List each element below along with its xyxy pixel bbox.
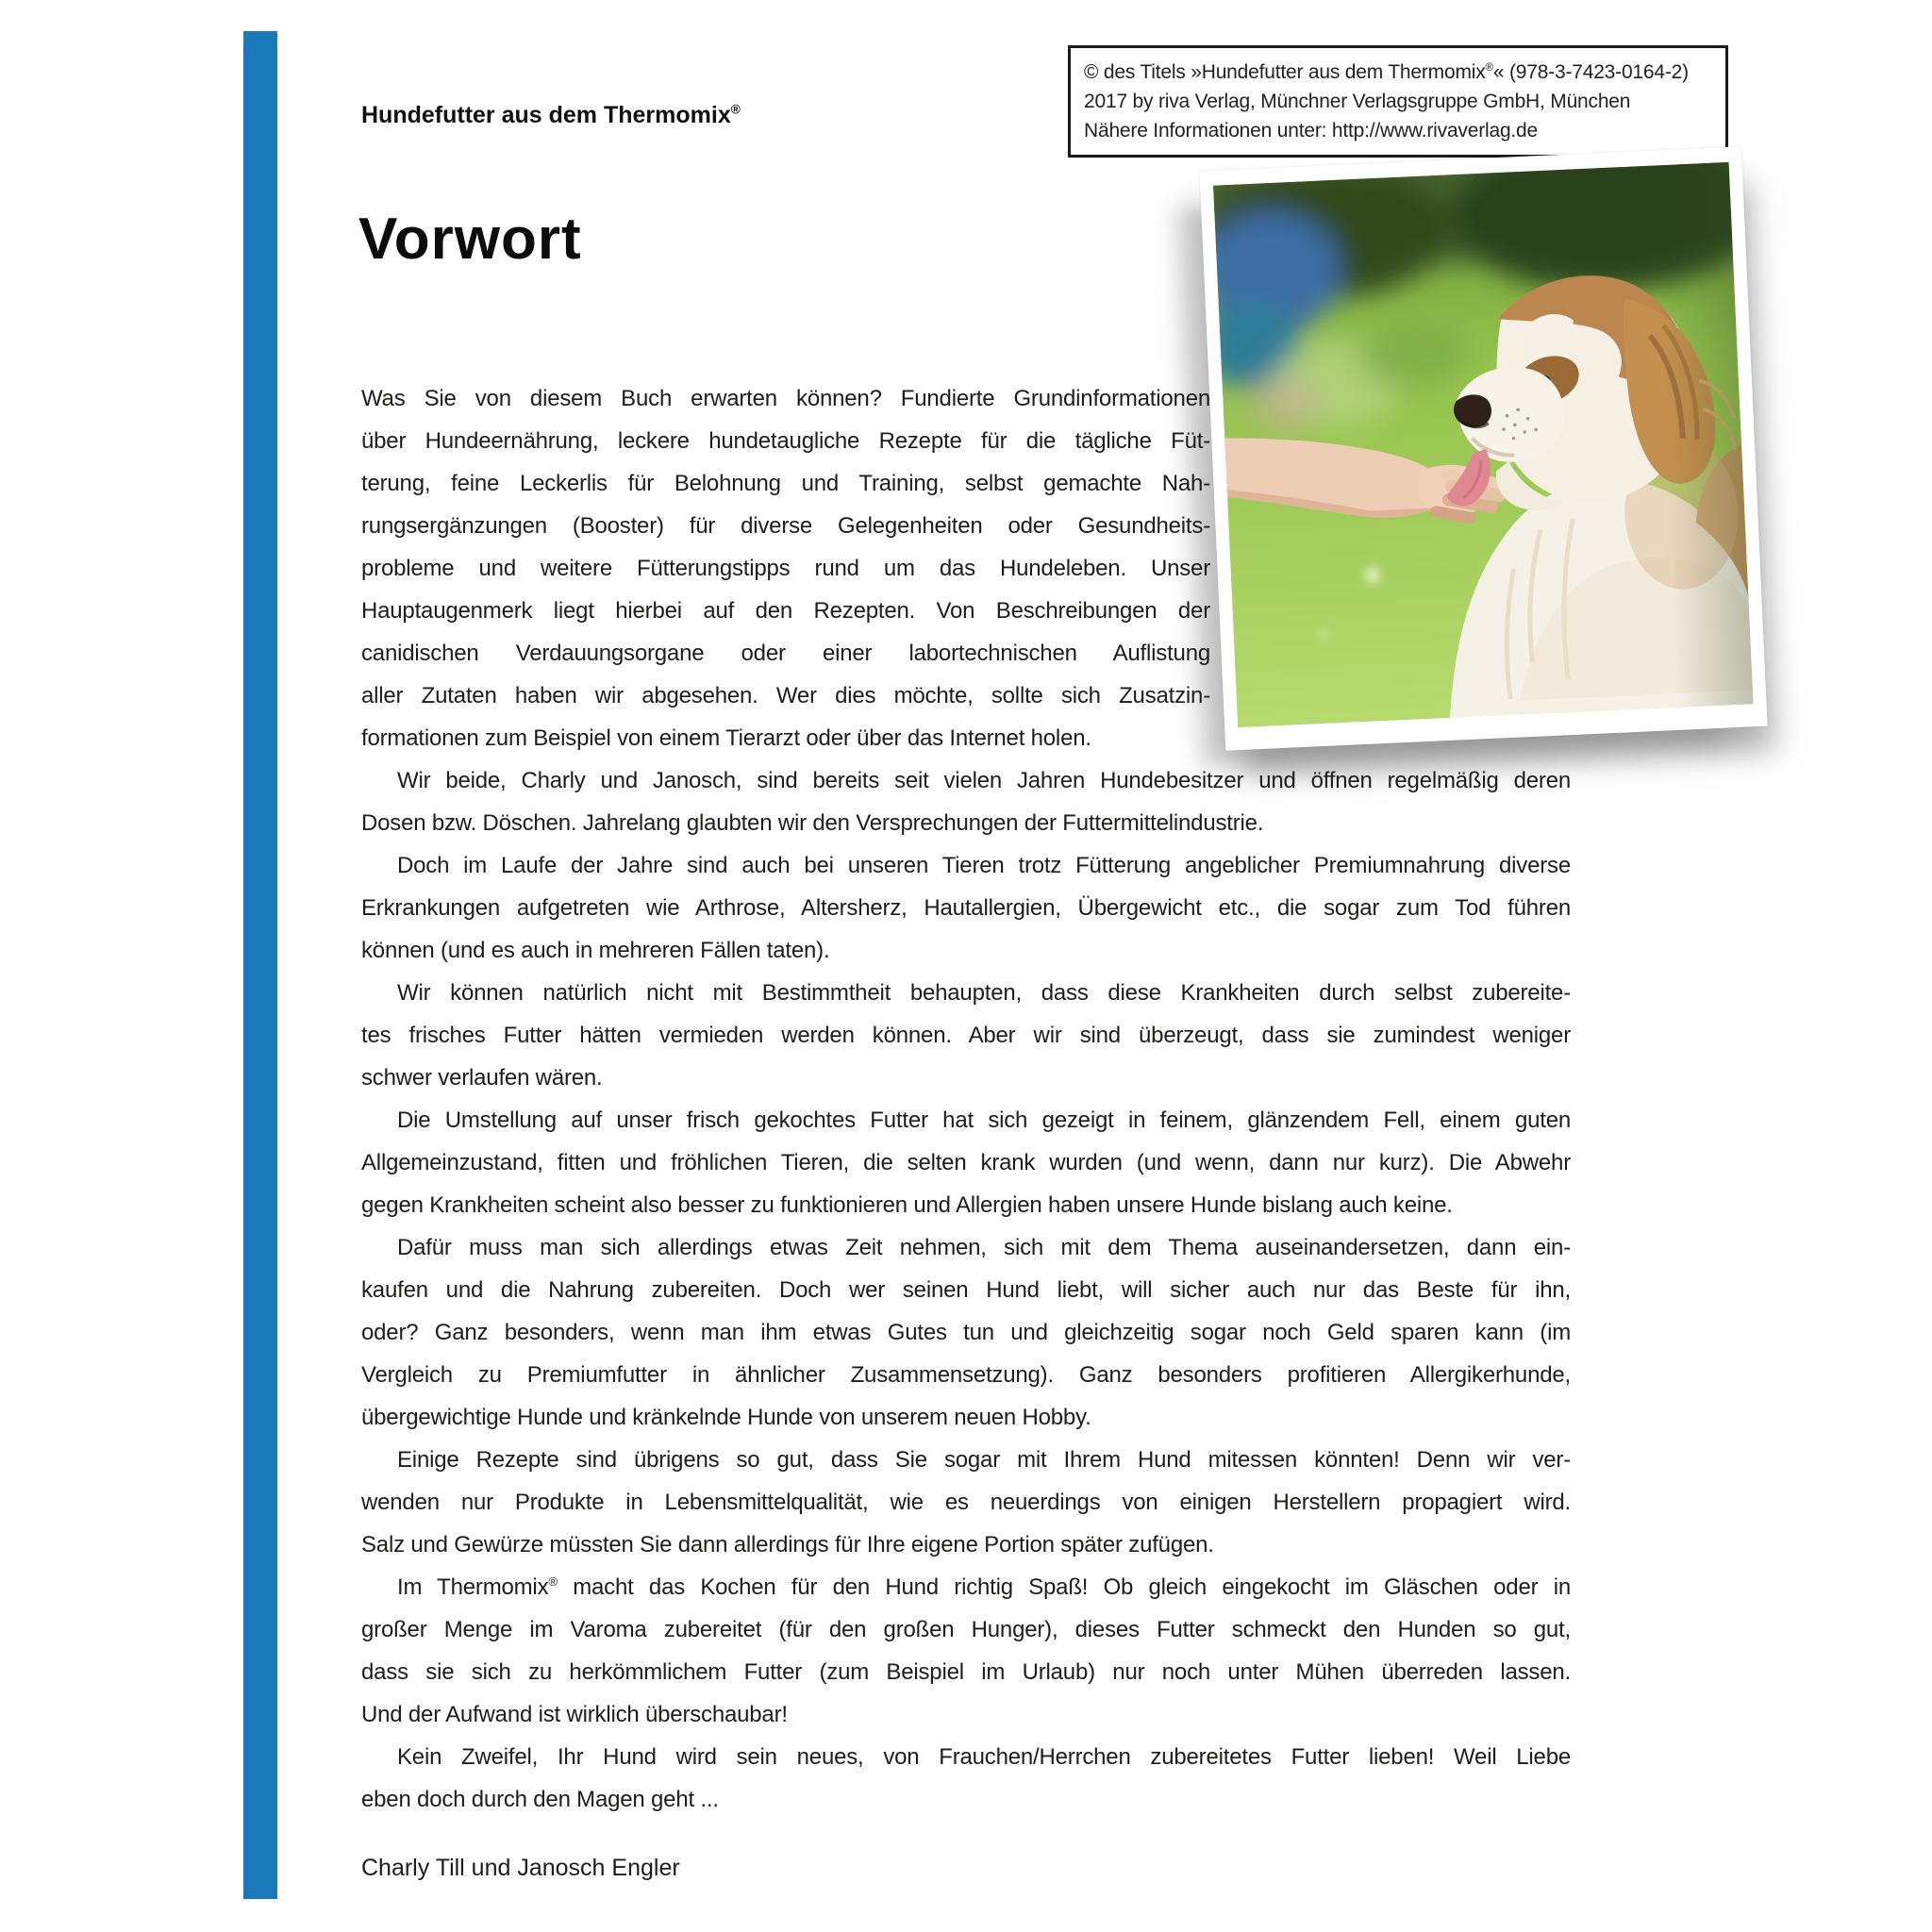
text-line: Hauptaugenmerk liegt hierbei auf den Rezepten. Von Beschreibungen der xyxy=(361,598,1210,624)
text-line: Doch im Laufe der Jahre sind auch bei unseren Tieren trotz Fütterung angeblicher Premiumnahrung diverse xyxy=(397,853,1571,878)
registered-trademark-mark: ® xyxy=(730,102,741,117)
copyright-line: 2017 by riva Verlag, Münchner Verlagsgruppe GmbH, München xyxy=(1084,91,1631,112)
text-line: Erkrankungen aufgetreten wie Arthrose, Altersherz, Hautallergien, Übergewicht etc., die sogar zum Tod führen xyxy=(361,895,1571,921)
text-line: dass sie sich zu herkömmlichem Futter (zum Beispiel im Urlaub) nur noch unter Mühen überreden lassen. xyxy=(361,1659,1571,1685)
text-line: terung, feine Leckerlis für Belohnung und Training, selbst gemachte Nah- xyxy=(361,471,1210,496)
running-header xyxy=(361,102,741,129)
text-line: können (und es auch in mehreren Fällen taten). xyxy=(361,938,830,963)
paragraph xyxy=(361,1736,1571,1821)
text-line: schwer verlaufen wären. xyxy=(361,1065,603,1091)
text-line: gegen Krankheiten scheint also besser zu funktionieren und Allergien haben unsere Hunde bislang auch keine. xyxy=(361,1192,1453,1218)
text-line: Dosen bzw. Döschen. Jahrelang glaubten wir den Versprechungen der Futtermittelindustrie. xyxy=(361,810,1264,836)
page-title: Vorwort xyxy=(358,207,582,272)
paragraph xyxy=(361,972,1571,1099)
paragraph xyxy=(361,1566,1571,1736)
copyright-box xyxy=(1068,45,1728,158)
text-line: oder? Ganz besonders, wenn man ihm etwas Gutes tun und gleichzeitig sogar noch Geld sparen kann (im xyxy=(361,1320,1571,1345)
copyright-line: © des Titels »Hundefutter aus dem Thermomix®« (978-3-7423-0164-2) xyxy=(1084,61,1689,83)
author-signature: Charly Till und Janosch Engler xyxy=(361,1855,680,1881)
paragraph xyxy=(361,1226,1571,1439)
copyright-line: Nähere Informationen unter: http://www.rivaverlag.de xyxy=(1084,120,1539,142)
text-line: Salz und Gewürze müssten Sie dann allerdings für Ihre eigene Portion später zufügen. xyxy=(361,1532,1214,1557)
text-line: Dafür muss man sich allerdings etwas Zeit nehmen, sich mit dem Thema auseinandersetzen, dann ein- xyxy=(397,1235,1571,1260)
paragraph xyxy=(361,844,1571,972)
text-line: canidischen Verdauungsorgane oder einer labortechnischen Auflistung xyxy=(361,641,1210,666)
text-line: Die Umstellung auf unser frisch gekochtes Futter hat sich gezeigt in feinem, glänzendem Fell, einem guten xyxy=(397,1108,1571,1133)
text-line: eben doch durch den Magen geht ... xyxy=(361,1787,719,1812)
text-line: Wir können natürlich nicht mit Bestimmtheit behaupten, dass diese Krankheiten durch selbst zubereite- xyxy=(397,980,1571,1006)
text-line: Im Thermomix® macht das Kochen für den Hund richtig Spaß! Ob gleich eingekocht im Gläschen oder in xyxy=(397,1574,1571,1600)
paragraph xyxy=(361,759,1571,844)
paragraph xyxy=(361,1439,1571,1566)
text-line: übergewichtige Hunde und kränkelnde Hunde von unserem neuen Hobby. xyxy=(361,1405,1091,1430)
text-line: formationen zum Beispiel von einem Tierarzt oder über das Internet holen. xyxy=(361,725,1091,751)
text-line: über Hundeernährung, leckere hundetaugliche Rezepte für die tägliche Füt- xyxy=(361,428,1210,454)
text-line: Vergleich zu Premiumfutter in ähnlicher Zusammensetzung). Ganz besonders profitieren Allergikerhunde, xyxy=(361,1362,1571,1388)
text-line: rungsergänzungen (Booster) für diverse Gelegenheiten oder Gesundheits- xyxy=(361,513,1210,539)
paragraph xyxy=(361,1099,1571,1226)
text-line: Was Sie von diesem Buch erwarten können? Fundierte Grundinformationen xyxy=(361,386,1210,411)
paragraph xyxy=(361,377,1210,759)
text-line: Und der Aufwand ist wirklich überschaubar! xyxy=(361,1702,788,1727)
text-line: aller Zutaten haben wir abgesehen. Wer dies möchte, sollte sich Zusatzin- xyxy=(361,683,1210,708)
text-line: wenden nur Produkte in Lebensmittelqualität, wie es neuerdings von einigen Herstellern propagiert wird. xyxy=(361,1490,1571,1515)
text-line: großer Menge im Varoma zubereitet (für den großen Hunger), dieses Futter schmeckt den Hunden so gut, xyxy=(361,1617,1571,1642)
text-line: tes frisches Futter hätten vermieden werden können. Aber wir sind überzeugt, dass sie zumindest weniger xyxy=(361,1023,1571,1048)
text-line: Wir beide, Charly und Janosch, sind bereits seit vielen Jahren Hundebesitzer und öffnen regelmäßig deren xyxy=(397,768,1571,793)
text-line: Allgemeinzustand, fitten und fröhlichen Tieren, die selten krank wurden (und wenn, dann nur kurz). Die Abwehr xyxy=(361,1150,1571,1175)
running-header-text: Hundefutter aus dem Thermomix xyxy=(361,102,731,128)
text-line: kaufen und die Nahrung zubereiten. Doch wer seinen Hund liebt, will sicher auch nur das Beste für ihn, xyxy=(361,1277,1571,1303)
text-line: Einige Rezepte sind übrigens so gut, dass Sie sogar mit Ihrem Hund mitessen könnten! Denn wir ver- xyxy=(397,1447,1571,1473)
accent-bar xyxy=(243,31,277,1899)
text-line: probleme und weitere Fütterungstipps rund um das Hundeleben. Unser xyxy=(361,556,1210,581)
body-text xyxy=(361,377,1571,1821)
text-line: Kein Zweifel, Ihr Hund wird sein neues, von Frauchen/Herrchen zubereitetes Futter lieben! Weil Liebe xyxy=(397,1744,1571,1770)
